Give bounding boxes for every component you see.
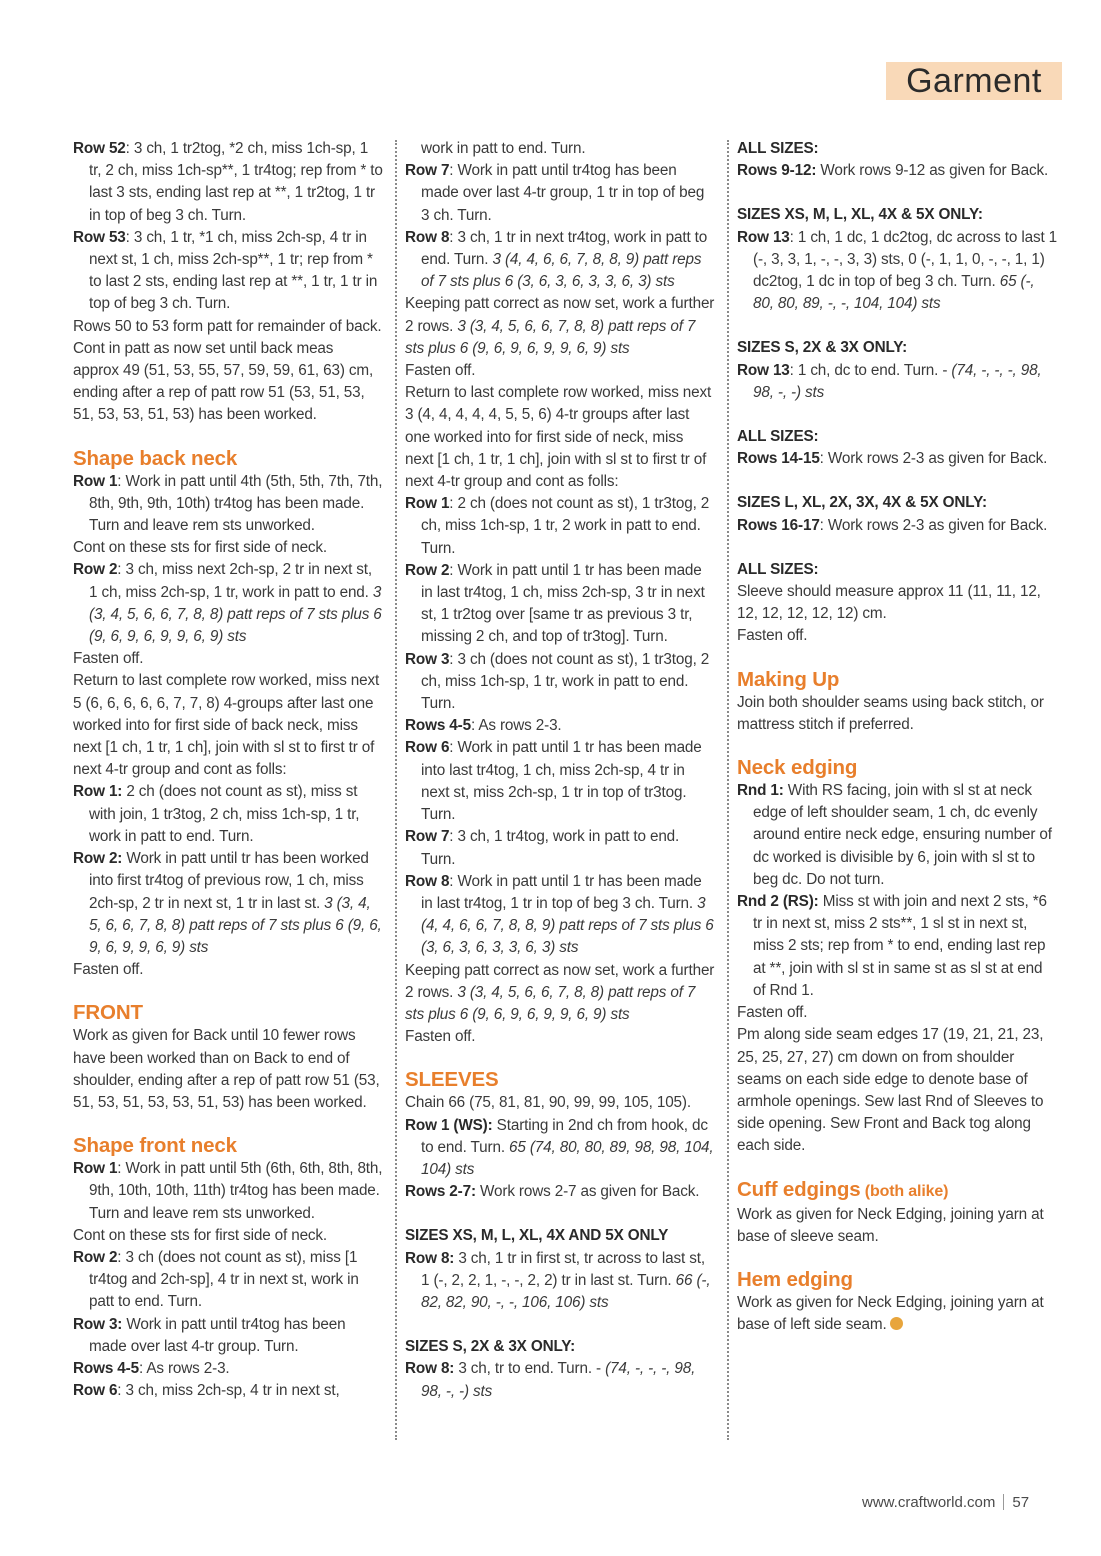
size-heading: ALL SIZES: [737,560,819,578]
instruction-row: Rnd 2 (RS): Miss st with join and next 2 sts, *6 tr in next st, miss 2 sts**, 1 sl st in next st, miss 2 sts; rep from * to end, ending last rep at **, join with sl st in same st as sl st at end of Rnd 1. [737,893,1047,999]
paragraph: Work as given for Neck Edging, joining yarn at base of left side seam. [737,1293,1044,1334]
paragraph: Fasten off. [405,1028,476,1046]
paragraph: Rows 50 to 53 form patt for remainder of back. [73,317,382,335]
instruction-row: Row 8: 3 ch, tr to end. Turn. - (74, -, -, -, 98, 98, -, -) sts [405,1360,696,1400]
footer-divider [1003,1494,1004,1510]
instruction-row: Row 6: 3 ch, miss 2ch-sp, 4 tr in next st, [73,1382,340,1400]
instruction-row: Row 3: 3 ch (does not count as st), 1 tr3tog, 2 ch, miss 1ch-sp, 1 tr, work in patt to end. Turn. [405,650,710,713]
section-heading: SLEEVES [405,1068,499,1092]
instruction-row: Row 8: Work in patt until 1 tr has been made in last tr4tog, 1 tr in top of beg 3 ch. Turn. 3 (4, 4, 6, 6, 7, 8, 8, 9) patt reps of 7 sts plus 6 (3, 6, 3, 6, 3, 3, 6, 3) sts [405,872,714,957]
paragraph: Fasten off. [73,650,144,668]
section-heading: FRONT [73,1001,143,1025]
paragraph: Work as given for Back until 10 fewer rows have been worked than on Back to end of shoulder, ending after a rep of patt row 51 (53, 51, 53, 51, 53, 53, 51, 53) has been worked. [73,1027,380,1111]
paragraph: Fasten off. [73,961,144,979]
instruction-row: Row 1: Work in patt until 5th (6th, 6th, 8th, 8th, 9th, 10th, 10th, 11th) tr4tog has been made. Turn and leave rem sts unworked. [73,1160,383,1222]
paragraph: Cont on these sts for first side of neck. [73,539,328,557]
footer [862,1494,1029,1511]
column-1 [73,138,383,1402]
column-divider [727,140,729,1440]
instruction-row: Rows 9-12: Work rows 9-12 as given for Back. [737,162,1049,180]
instruction-row: Rows 14-15: Work rows 2-3 as given for Back. [737,450,1048,468]
instruction-row: Row 13: 1 ch, dc to end. Turn. - (74, -, -, -, 98, 98, -, -) sts [737,361,1042,401]
instruction-row: Row 2: Work in patt until 1 tr has been made in last tr4tog, 1 ch, miss 2ch-sp, 3 tr in next st, 1 tr2tog over [same tr as previous 3 tr, missing 2 ch, and top of tr3tog]. Turn. [405,561,705,646]
instruction-row: Row 2: Work in patt until tr has been worked into first tr4tog of previous row, 1 ch, miss 2ch-sp, 2 tr in next st, 1 tr in last st. 3 (3, 4, 5, 6, 6, 7, 8, 8) patt reps of 7 sts plus 6 (9, 6, 9, 6, 9, 9, 6, 9) sts [73,850,382,956]
paragraph: work in patt to end. Turn. [421,140,586,157]
instruction-row: Row 1: Work in patt until 4th (5th, 5th, 7th, 7th, 8th, 9th, 9th, 10th) tr4tog has been made. Turn and leave rem sts unworked. [73,472,383,535]
footer-url[interactable]: www.craftworld.com [862,1494,996,1511]
instruction-row: Rows 4-5: As rows 2-3. [405,717,562,735]
instruction-row: Row 3: Work in patt until tr4tog has been made over last 4-tr group. Turn. [73,1315,346,1355]
instruction-row: Rnd 1: With RS facing, join with sl st at neck edge of left shoulder seam, 1 ch, dc evenly around entire neck edge, ensuring number of dc worked is divisible by 6, join with sl st to beg dc. Do not turn. [737,782,1052,888]
instruction-row: Row 2: 3 ch (does not count as st), miss [1 tr4tog and 2ch-sp], 4 tr in next st, work in patt to end. Turn. [73,1248,359,1311]
section-heading: Hem edging [737,1267,853,1291]
instruction-row: Row 8: 3 ch, 1 tr in first st, tr across to last st, 1 (-, 2, 2, 1, -, -, 2, 2) tr in last st. Turn. 66 (-, 82, 82, 90, -, -, 106, 106) sts [405,1249,711,1311]
paragraph: Return to last complete row worked, miss next 5 (6, 6, 6, 6, 6, 7, 7, 8) 4-groups after last one worked into for first side of back neck, miss next [1 ch, 1 tr, 1 ch], join with sl st to first tr of next 4-tr group and cont as folls: [73,672,380,779]
yarn-ball-icon [890,1317,903,1330]
paragraph: Pm along side seam edges 17 (19, 21, 21, 23, 25, 25, 27, 27) cm down on from shoulder seams on each side edge to denote base of armhole openings. Sew last Rnd of Sleeves to side opening. Sew Front and Back tog along each side. [737,1026,1044,1155]
section-heading: Making Up [737,667,840,691]
size-heading: SIZES S, 2X & 3X ONLY: [737,339,908,357]
paragraph: Keeping patt correct as now set, work a further 2 rows. 3 (3, 4, 5, 6, 6, 7, 8, 8) patt reps of 7 sts plus 6 (9, 6, 9, 6, 9, 9, 6, 9) sts [405,295,715,357]
size-heading: SIZES S, 2X & 3X ONLY: [405,1338,576,1356]
size-heading: ALL SIZES: [737,140,819,157]
paragraph: Cont on these sts for first side of neck. [73,1226,328,1244]
instruction-row: Row 6: Work in patt until 1 tr has been made into last tr4tog, 1 ch, miss 2ch-sp, 4 tr in next st, miss 2ch-sp, 1 tr in top of tr3tog. Turn. [405,739,702,824]
instruction-row: Row 53: 3 ch, 1 tr, *1 ch, miss 2ch-sp, 4 tr in next st, 1 ch, miss 2ch-sp**, 1 tr; rep from * to last 2 sts, ending last rep at **, 1 tr, 1 tr in top of beg 3 ch. Turn. [73,228,378,313]
section-heading: Neck edging [737,756,858,780]
paragraph: Cont in patt as now set until back meas approx 49 (51, 53, 55, 57, 59, 59, 61, 63) cm, ending after a rep of patt row 51 (53, 51, 53, 51, 53, 53, 51, 53) has been worked. [73,339,374,424]
column-3 [737,138,1057,1336]
instruction-row: Row 1 (WS): Starting in 2nd ch from hook, dc to end. Turn. 65 (74, 80, 80, 89, 98, 98, 104, 104) sts [405,1116,714,1178]
instruction-row: Row 52: 3 ch, 1 tr2tog, *2 ch, miss 1ch-sp, 1 tr, 2 ch, miss 1ch-sp**, 1 tr4tog; rep from * to last 3 sts, ending last rep at **, 1 tr2tog, 1 tr in top of beg 3 ch. Turn. [73,140,383,224]
size-heading: ALL SIZES: [737,428,819,446]
instruction-row: Row 13: 1 ch, 1 dc, 1 dc2tog, dc across to last 1 (-, 3, 3, 1, -, -, 3, 3) sts, 0 (-, 1, 1, 0, -, -, 1, 1) dc2tog, 1 dc in top of beg 3 ch. Turn. 65 (-, 80, 80, 89, -, -, 104, 104) sts [737,228,1057,313]
section-tag: Garment [886,62,1062,100]
instruction-row: Rows 4-5: As rows 2-3. [73,1359,230,1377]
paragraph: Return to last complete row worked, miss next 3 (4, 4, 4, 4, 4, 5, 5, 6) 4-tr groups after last one worked into for first side of neck, miss next [1 ch, 1 tr, 1 ch], join with sl st to first tr of next 4-tr group and cont as folls: [405,384,712,491]
instruction-row: Rows 16-17: Work rows 2-3 as given for Back. [737,516,1048,534]
paragraph: Keeping patt correct as now set, work a further 2 rows. 3 (3, 4, 5, 6, 6, 7, 8, 8) patt reps of 7 sts plus 6 (9, 6, 9, 6, 9, 9, 6, 9) sts [405,961,715,1023]
instruction-row: Row 7: Work in patt until tr4tog has been made over last 4-tr group, 1 tr in top of beg 3 ch. Turn. [405,162,705,224]
paragraph: Chain 66 (75, 81, 81, 90, 99, 99, 105, 105). [405,1094,691,1112]
paragraph: Fasten off. [405,362,476,380]
section-heading: Shape front neck [73,1134,237,1158]
instruction-row: Row 7: 3 ch, 1 tr4tog, work in patt to end. Turn. [405,828,680,868]
instruction-row: Rows 2-7: Work rows 2-7 as given for Back. [405,1183,700,1201]
section-heading: Cuff edgings (both alike) [737,1177,949,1201]
instruction-row: Row 1: 2 ch (does not count as st), 1 tr3tog, 2 ch, miss 1ch-sp, 1 tr, 2 work in patt to end. Turn. [405,495,710,557]
instruction-row: Row 1: 2 ch (does not count as st), miss st with join, 1 tr3tog, 2 ch, miss 1ch-sp, 1 tr, work in patt to end. Turn. [73,783,360,845]
instruction-row: Row 2: 3 ch, miss next 2ch-sp, 2 tr in next st, 1 ch, miss 2ch-sp, 1 tr, work in patt to end. 3 (3, 4, 5, 6, 6, 7, 8, 8) patt reps of 7 sts plus 6 (9, 6, 9, 6, 9, 9, 6, 9) sts [73,561,382,646]
column-divider [395,140,397,1440]
page-number: 57 [1012,1494,1030,1511]
paragraph: Fasten off. [737,627,808,645]
paragraph: Join both shoulder seams using back stitch, or mattress stitch if preferred. [737,693,1044,733]
section-heading: Shape back neck [73,446,238,470]
paragraph: Work as given for Neck Edging, joining yarn at base of sleeve seam. [737,1205,1044,1245]
column-2 [405,138,715,1403]
size-heading: SIZES XS, M, L, XL, 4X & 5X ONLY: [737,206,983,224]
size-heading: SIZES XS, M, L, XL, 4X AND 5X ONLY [405,1227,669,1245]
paragraph: Fasten off. [737,1004,808,1022]
instruction-row: Row 8: 3 ch, 1 tr in next tr4tog, work in patt to end. Turn. 3 (4, 4, 6, 6, 7, 8, 8, 9) patt reps of 7 sts plus 6 (3, 6, 3, 6, 3, 3, 6, 3) sts [405,228,708,291]
paragraph: Sleeve should measure approx 11 (11, 11, 12, 12, 12, 12, 12, 12) cm. [737,583,1041,623]
size-heading: SIZES L, XL, 2X, 3X, 4X & 5X ONLY: [737,494,987,512]
